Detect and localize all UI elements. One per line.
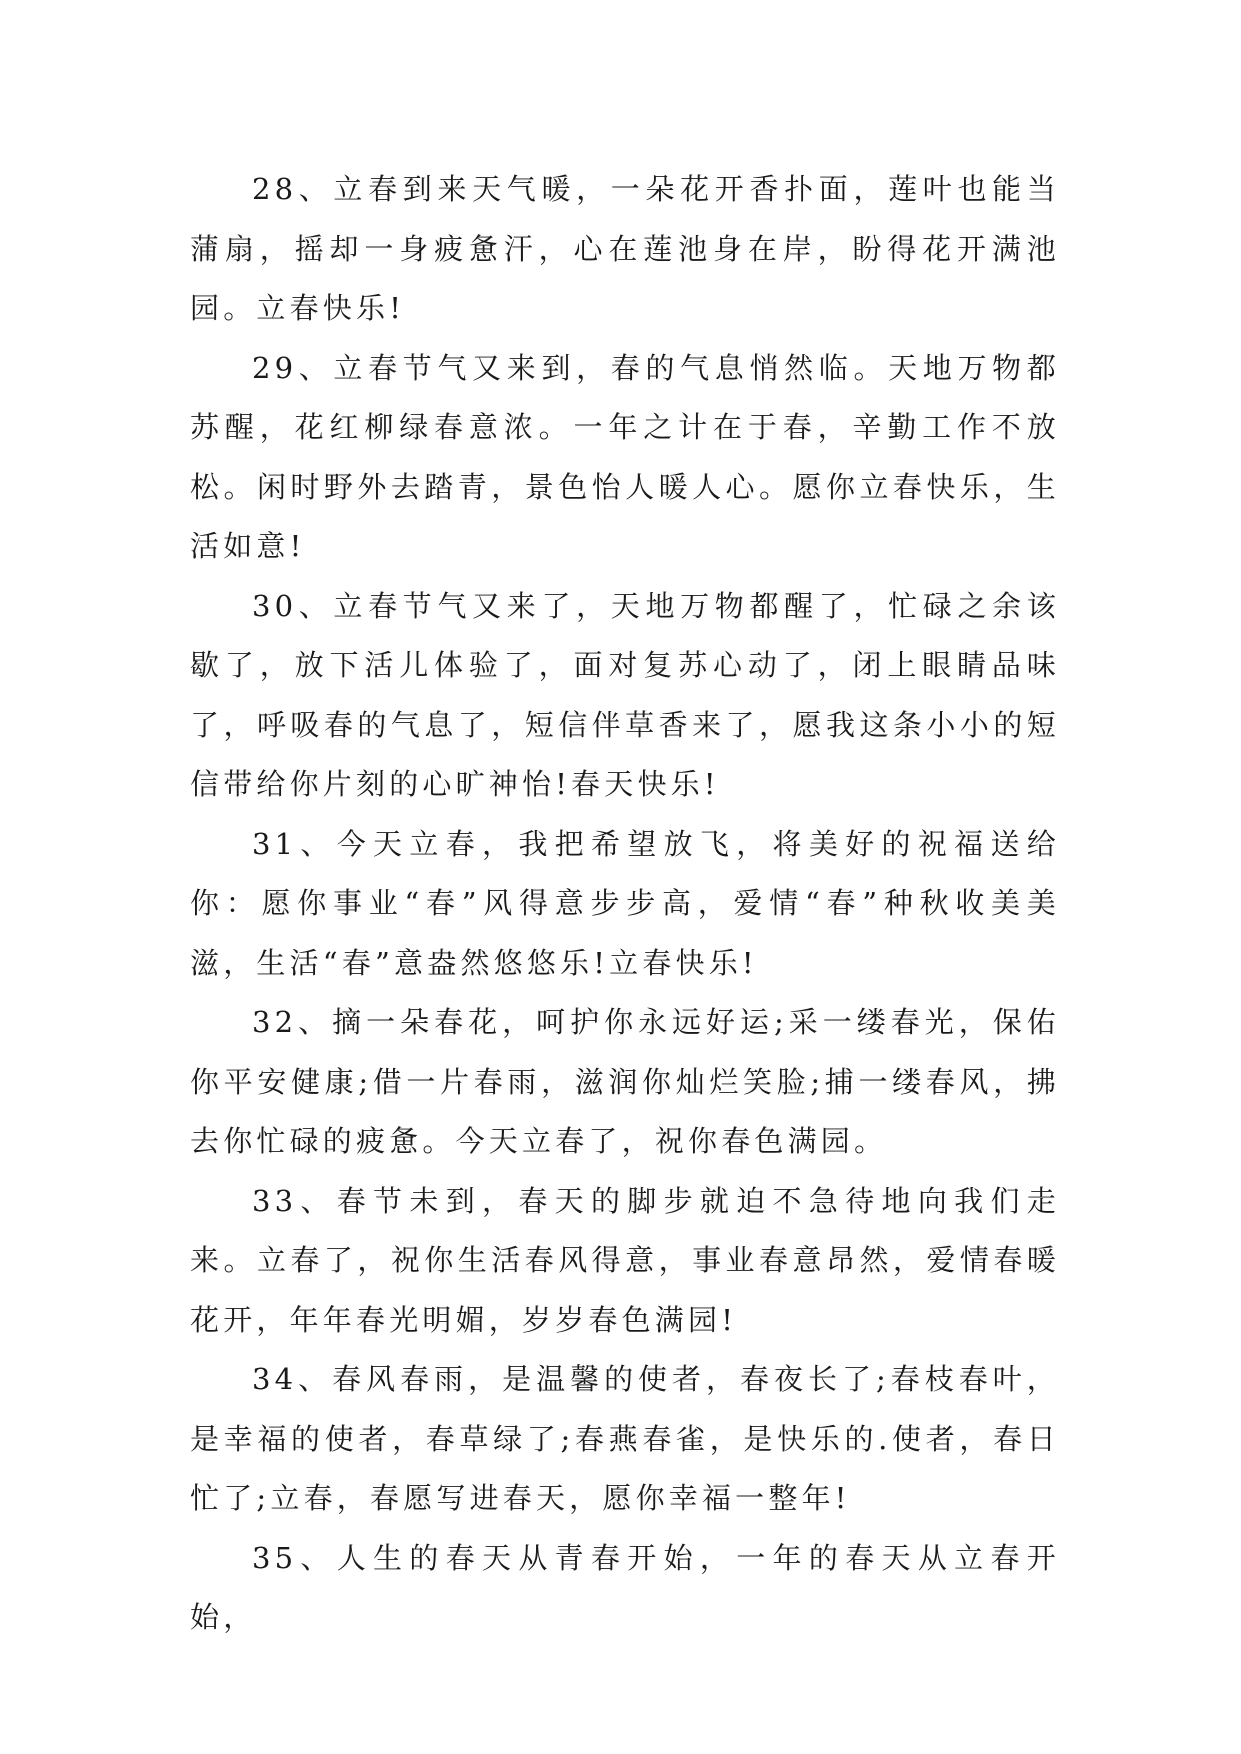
paragraph-30: 30、立春节气又来了，天地万物都醒了，忙碌之余该歇了，放下活儿体验了，面对复苏心动了，闭上眼睛品味了，呼吸春的气息了，短信伴草香来了，愿我这条小小的短信带给你片刻的心旷神怡!春天快乐! xyxy=(190,588,1060,801)
paragraph-35: 35、人生的春天从青春开始，一年的春天从立春开始， xyxy=(190,1540,1060,1634)
paragraph-31: 31、今天立春，我把希望放飞，将美好的祝福送给你：愿你事业“春”风得意步步高，爱情“春”种秋收美美滋，生活“春”意盎然悠悠乐!立春快乐! xyxy=(190,826,1060,980)
paragraph-33: 33、春节未到，春天的脚步就迫不急待地向我们走来。立春了，祝你生活春风得意，事业春意昂然，爱情春暖花开，年年春光明媚，岁岁春色满园! xyxy=(190,1183,1060,1337)
paragraph-28: 28、立春到来天气暖，一朵花开香扑面，莲叶也能当蒲扇，摇却一身疲惫汗，心在莲池身在岸，盼得花开满池园。立春快乐! xyxy=(190,172,1060,325)
paragraph-34: 34、春风春雨，是温馨的使者，春夜长了;春枝春叶，是幸福的使者，春草绿了;春燕春雀，是快乐的.使者，春日忙了;立春，春愿写进春天，愿你幸福一整年! xyxy=(190,1362,1060,1515)
paragraph-32: 32、摘一朵春花，呵护你永远好运;采一缕春光，保佑你平安健康;借一片春雨，滋润你灿烂笑脸;捕一缕春风，拂去你忙碌的疲惫。今天立春了，祝你春色满园。 xyxy=(190,1005,1060,1158)
paragraph-29: 29、立春节气又来到，春的气息悄然临。天地万物都苏醒，花红柳绿春意浓。一年之计在于春，辛勤工作不放松。闲时野外去踏青，景色怡人暖人心。愿你立春快乐，生活如意! xyxy=(190,350,1060,563)
document-body xyxy=(190,160,1060,1648)
